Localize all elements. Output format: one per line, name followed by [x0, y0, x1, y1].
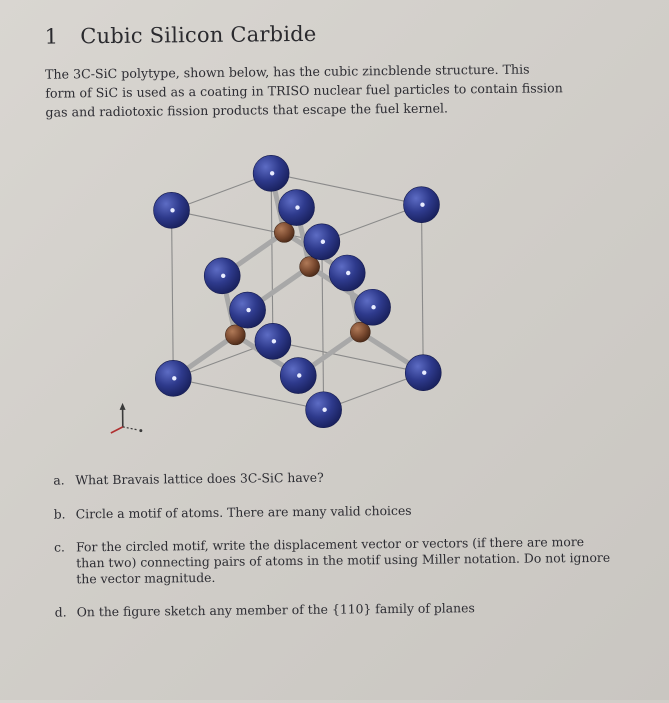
question-text: Circle a motif of atoms. There are many valid choices [76, 501, 614, 523]
question-text: On the figure sketch any member of the {110} family of planes [77, 599, 615, 621]
question-d [55, 599, 615, 621]
question-b [54, 501, 614, 523]
question-label: a. [53, 472, 75, 488]
axis-dot [139, 429, 142, 432]
crystal-structure-figure [78, 138, 461, 456]
zincblende-unit-cell-diagram [78, 138, 461, 452]
carbon-atom [225, 325, 245, 345]
question-a [53, 467, 613, 489]
cell-edge [172, 210, 174, 378]
carbon-atom [274, 222, 294, 242]
question-label: b. [54, 506, 76, 522]
question-label: c. [54, 539, 77, 587]
question-text: What Bravais lattice does 3C-SiC have? [75, 467, 613, 489]
intro-line: form of SiC is used as a coating in TRISO nuclear fuel particles to contain fission [45, 78, 605, 103]
cell-edge [271, 173, 273, 341]
cell-edge [421, 205, 423, 373]
question-c [54, 534, 614, 588]
atom-spheres [153, 154, 442, 430]
question-list [53, 467, 615, 621]
axis-y [123, 427, 137, 430]
axis-x [111, 427, 123, 433]
intro-line: The 3C-SiC polytype, shown below, has the cubic zincblende structure. This [45, 59, 605, 84]
section-title: Cubic Silicon Carbide [80, 22, 316, 48]
section-heading [45, 22, 317, 49]
carbon-atom [300, 257, 320, 277]
section-number: 1 [45, 25, 59, 49]
cell-edge [322, 242, 324, 410]
carbon-atom [350, 322, 370, 342]
intro-line: gas and radiotoxic fission products that escape the fuel kernel. [45, 97, 605, 122]
axis-arrowhead [120, 403, 126, 410]
intro-paragraph [45, 59, 606, 122]
axis-triad-icon [111, 403, 143, 433]
question-text: For the circled motif, write the displacement vector or vectors (if there are more than two) connecting pairs of atoms in the motif using Miller notation. Do not ignore the vector magnitude. [76, 534, 614, 588]
question-label: d. [55, 604, 77, 620]
